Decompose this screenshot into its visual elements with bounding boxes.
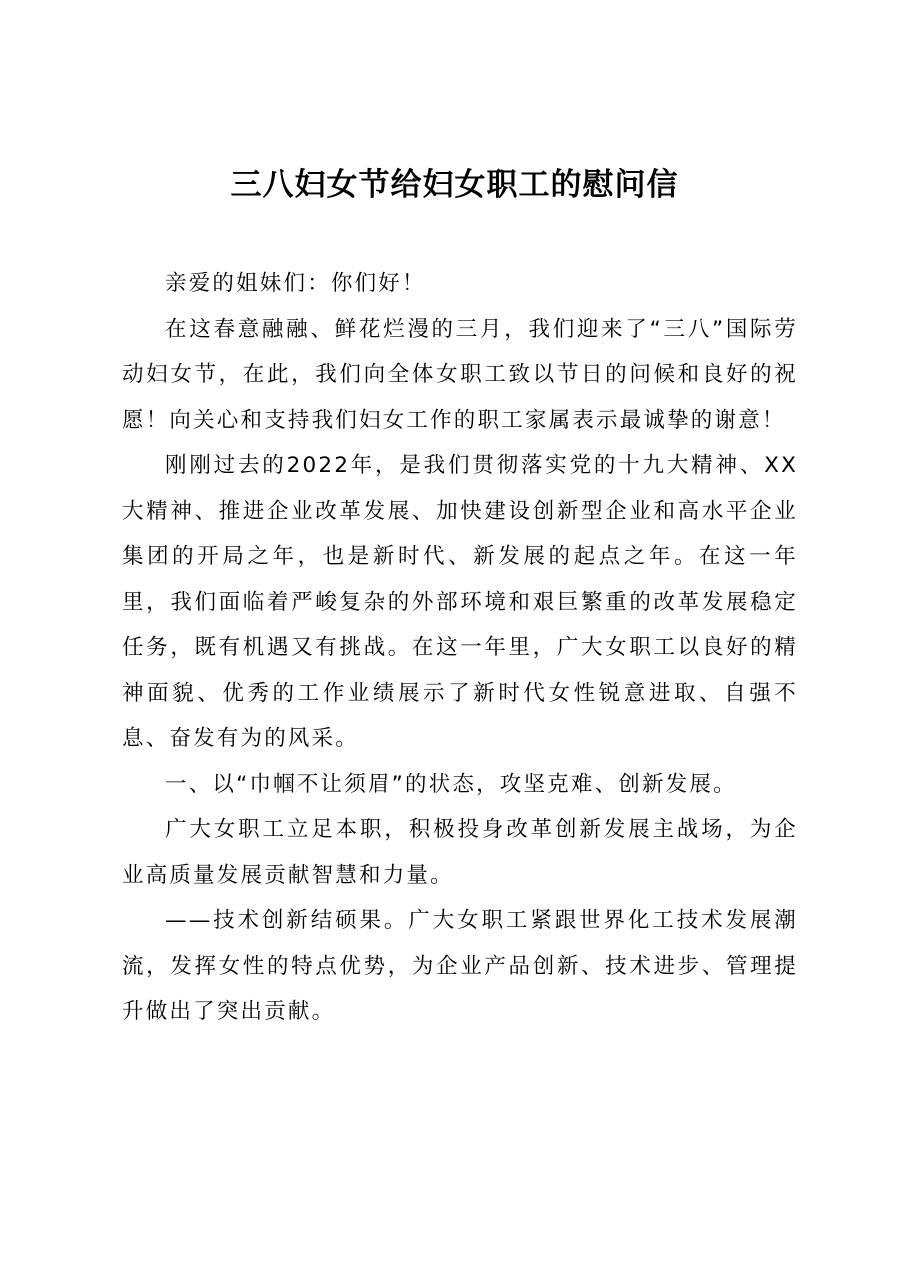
paragraph: 广大女职工立足本职，积极投身改革创新发展主战场，为企业高质量发展贡献智慧和力量。 xyxy=(122,817,798,888)
paragraph: 在这春意融融、鲜花烂漫的三月，我们迎来了“三八”国际劳动妇女节，在此，我们向全体女职工致以节日的问候和良好的祝愿！向关心和支持我们妇女工作的职工家属表示最诚挚的谢意！ xyxy=(122,316,798,433)
section-heading: 一、以“巾帼不让须眉”的状态，攻坚克难、创新发展。 xyxy=(165,771,737,797)
paragraph-greeting: 亲爱的姐妹们：你们好！ xyxy=(165,271,426,296)
document-body xyxy=(122,261,798,1035)
document-title: 三八妇女节给妇女职工的慰问信 xyxy=(230,167,679,203)
paragraph: 刚刚过去的2022年，是我们贯彻落实党的十九大精神、XX大精神、推进企业改革发展、加快建设创新型企业和高水平企业集团的开局之年，也是新时代、新发展的起点之年。在这一年里，我们面临着严峻复杂的外部环境和艰巨繁重的改革发展稳定任务，既有机遇又有挑战。在这一年里，广大女职工以良好的精神面貌、优秀的工作业绩展示了新时代女性锐意进取、自强不息、奋发有为的风采。 xyxy=(122,453,798,751)
paragraph: ——技术创新结硕果。广大女职工紧跟世界化工技术发展潮流，发挥女性的特点优势，为企业产品创新、技术进步、管理提升做出了突出贡献。 xyxy=(122,908,798,1024)
